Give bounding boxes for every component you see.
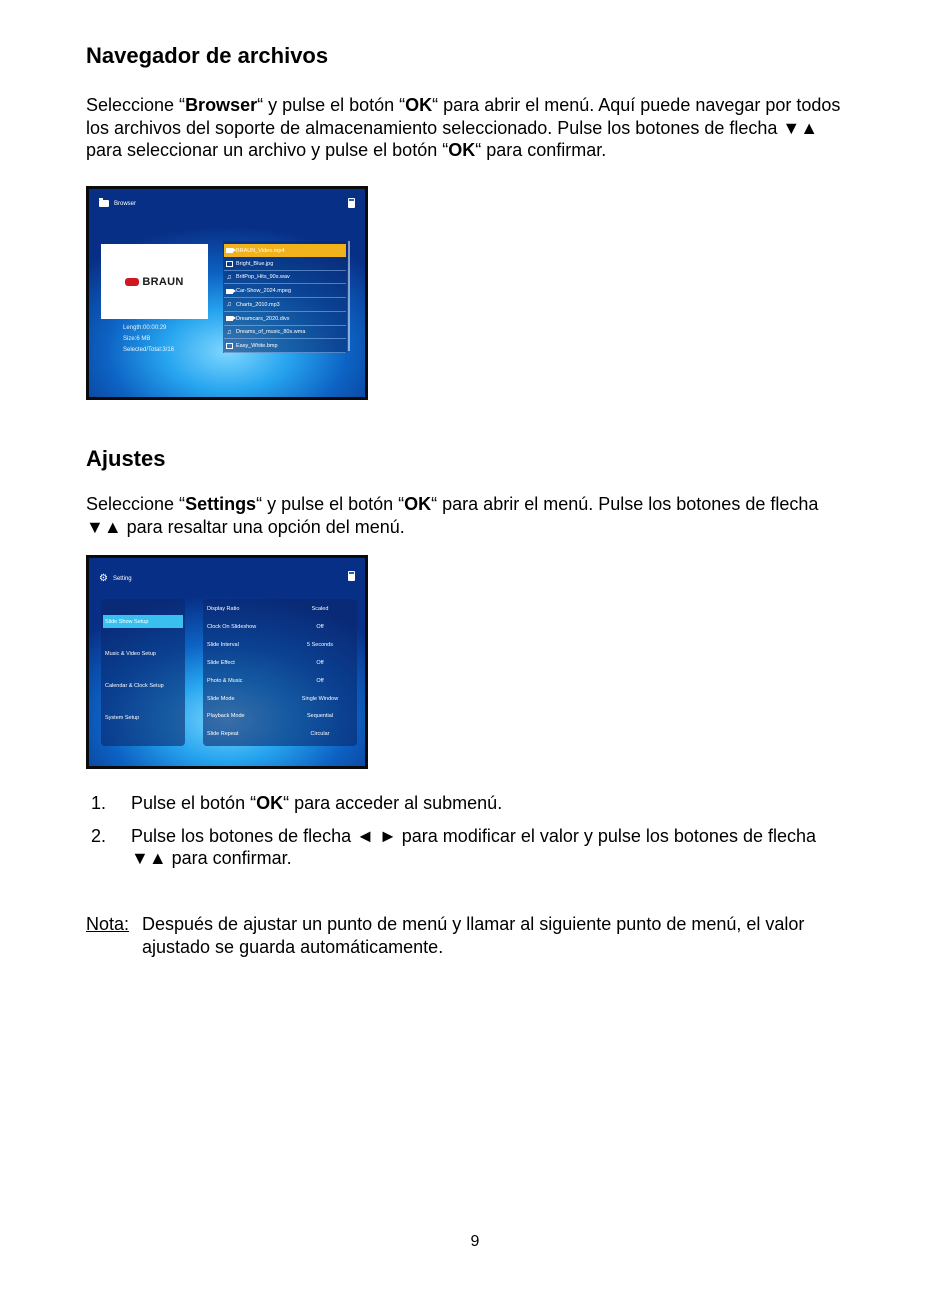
image-icon [224,343,234,349]
file-name: Car-Show_2024.mpeg [236,288,292,295]
settings-option-row[interactable] [203,620,357,634]
image-icon [224,261,234,267]
settings-screenshot [86,555,368,769]
braun-logo-text: BRAUN [142,275,184,288]
file-name: BRAUN_Video.mp4 [236,247,285,254]
step-item: 1. Pulse el botón “OK“ para acceder al submenú. [91,793,503,813]
setting-value[interactable]: Sequential [307,713,333,720]
setting-name: Clock On Slideshow [207,623,257,630]
setting-name: Display Ratio [207,606,240,612]
gear-icon: ⚙ [99,573,108,584]
sd-card-icon [348,198,355,208]
note [86,913,866,958]
file-name: BritPop_Hits_90s.wav [236,274,290,281]
settings-category-item[interactable]: Slide Show Setup [103,615,183,628]
browser-instructions: Seleccione “Browser“ y pulse el botón “OK“ para abrir el menú. Aquí puede navegar por todos los archivos del soporte de almacenamiento seleccionado. Pulse los botones de flecha ▼▲ para seleccionar un archivo y pulse el botón “OK“ para confirmar. [86,95,841,160]
settings-instructions: Seleccione “Settings“ y pulse el botón “OK“ para abrir el menú. Pulse los botones de flecha ▼▲ para resaltar una opción del menú. [86,494,819,537]
file-selected-total: Selected/Total:3/16 [123,347,175,353]
setting-value[interactable]: Off [316,623,324,630]
sd-card-icon [348,571,355,581]
file-list-item[interactable] [224,271,346,284]
file-list-item[interactable] [224,313,346,326]
video-icon [224,316,234,321]
setting-value[interactable]: Scaled [311,606,329,612]
file-list-item[interactable] [224,258,346,271]
settings-option-row[interactable] [203,638,357,652]
file-length: Length:00:00:29 [123,325,167,331]
step-item: 2. Pulse los botones de flecha ◄ ► para modificar el valor y pulse los botones de flecha ▼▲ para confirmar. [91,825,817,868]
file-name: Dreamcars_2020.divx [236,315,290,322]
file-name: Easy_White.bmp [236,342,278,349]
section-title-settings: Ajustes [86,446,166,471]
music-icon: ♫ [226,328,232,336]
file-list-scrollbar[interactable] [348,241,350,351]
settings-option-row[interactable] [203,656,357,670]
file-name: Dreams_of_music_80s.wma [236,329,306,336]
setting-name: Playback Mode [207,713,245,720]
file-list-item[interactable] [224,326,346,339]
music-icon: ♫ [226,301,232,309]
section-title-browser: Navegador de archivos [86,43,329,68]
setting-value[interactable]: 5 Seconds [307,641,333,648]
file-list-item[interactable] [224,285,346,298]
folder-icon [99,200,109,207]
settings-option-row[interactable] [203,692,357,706]
video-icon [224,248,234,253]
note-label: Nota: [86,914,130,934]
setting-name: Slide Mode [207,695,235,702]
browser-screenshot [86,186,368,400]
settings-option-row[interactable] [203,602,357,616]
steps-list [87,792,827,880]
setting-name: Slide Effect [207,659,235,666]
setting-name: Slide Interval [207,641,239,648]
settings-category-item[interactable]: System Setup [105,714,140,721]
braun-logo-icon [125,278,139,286]
page-number: 9 [470,1233,480,1250]
setting-value[interactable]: Off [316,659,324,666]
settings-header [99,574,132,584]
music-icon: ♫ [226,273,232,281]
settings-option-row[interactable] [203,674,357,688]
note-text: Después de ajustar un punto de menú y llamar al siguiente punto de menú, el valor ajustado se guarda automáticamente. [142,914,805,957]
file-size: Size:6 MB [123,336,151,342]
file-list-item[interactable] [224,340,346,353]
file-list-item[interactable] [224,299,346,312]
settings-option-row[interactable] [203,709,357,723]
setting-name: Slide Repeat [207,731,239,738]
video-icon [224,289,234,294]
file-list-item[interactable] [224,244,346,257]
browser-header-label: Browser [114,200,137,207]
setting-name: Photo & Music [207,677,243,684]
setting-value[interactable]: Off [316,677,324,684]
browser-header [99,200,136,207]
file-name: Charts_2010.mp3 [236,301,280,308]
settings-category-item[interactable]: Calendar & Clock Setup [105,682,164,689]
settings-option-row[interactable] [203,727,357,741]
file-name: Bright_Blue.jpg [236,260,274,267]
settings-header-label: Setting [112,576,132,582]
setting-value[interactable]: Circular [310,731,330,738]
preview-thumbnail [101,244,208,319]
settings-category-item[interactable]: Music & Video Setup [105,650,156,657]
setting-value[interactable]: Single Window [301,695,339,702]
